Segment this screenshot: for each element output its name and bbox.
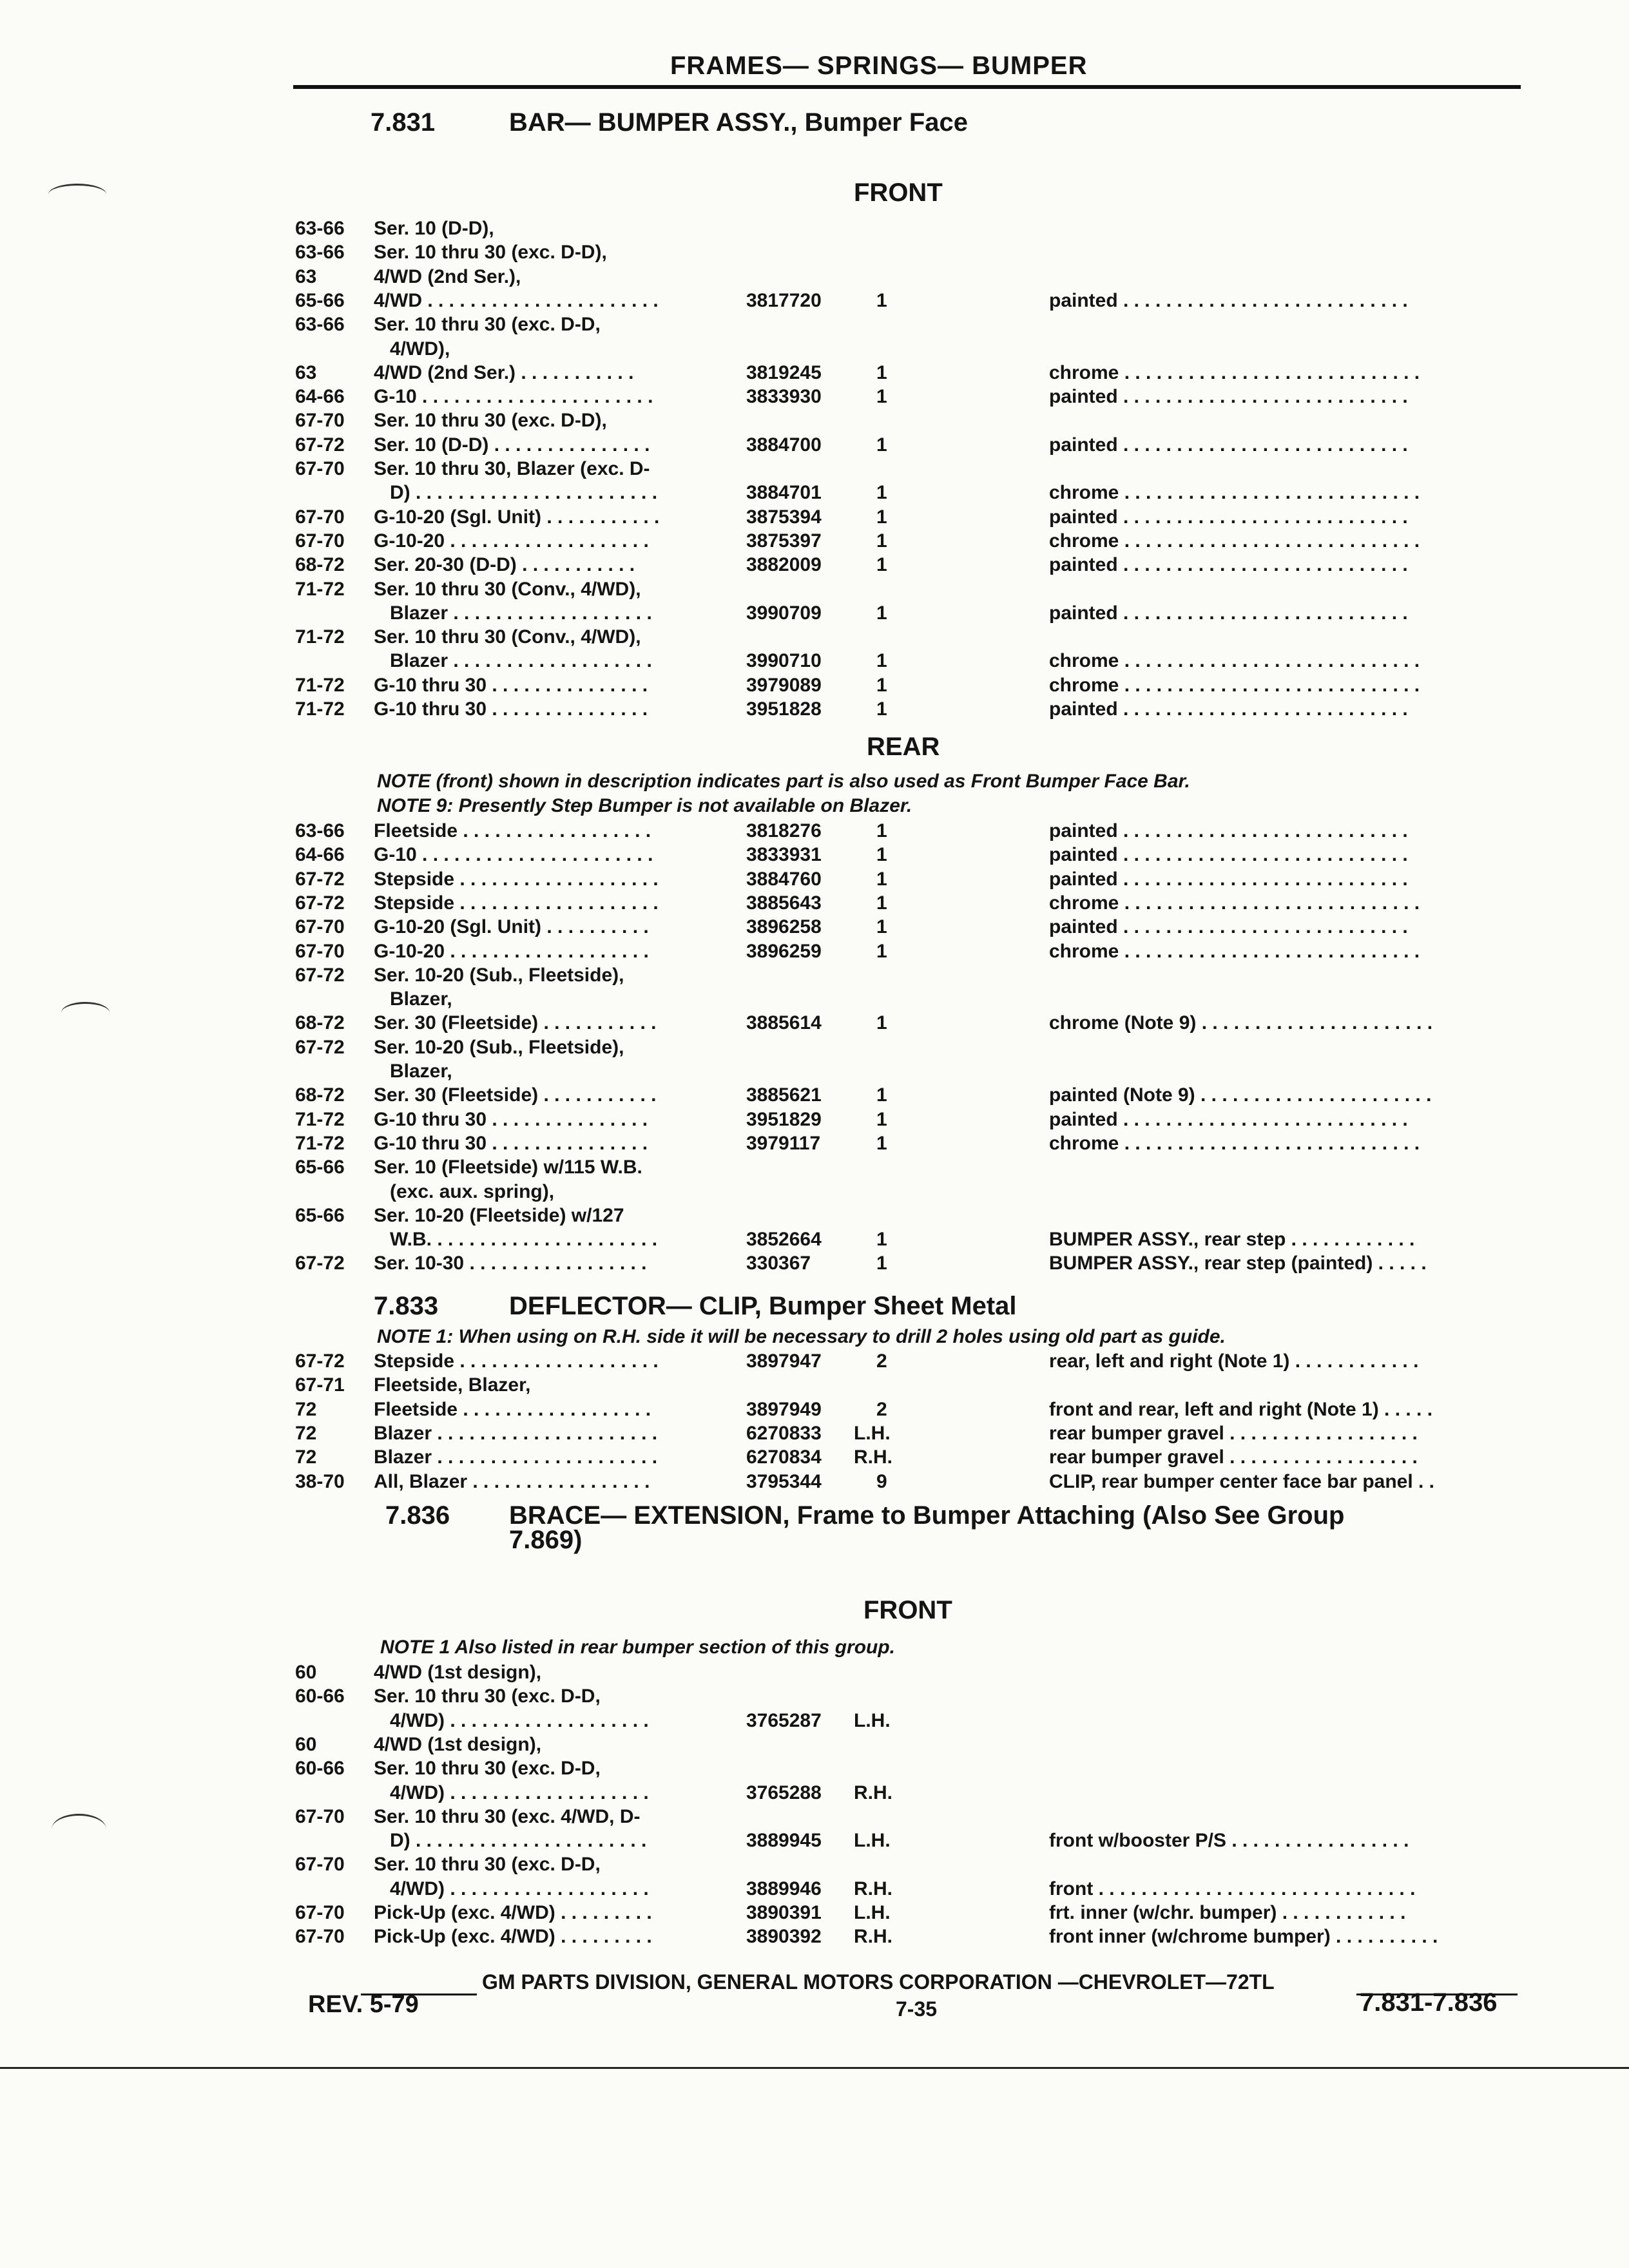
description: Ser. 10 thru 30 (Conv., 4/WD), (374, 626, 641, 648)
remarks: painted . . . . . . . . . . . . . . . . . . . . . . . . . . . (1049, 868, 1408, 890)
table-row (0, 1757, 1629, 1782)
description: Ser. 10 thru 30 (exc. 4/WD, D- (374, 1805, 641, 1827)
table-row (0, 434, 1629, 458)
table-row (0, 1374, 1629, 1398)
part-number: 3990710 (746, 650, 822, 672)
quantity: 1 (876, 650, 887, 672)
table-row (0, 409, 1629, 434)
table-row (0, 1853, 1629, 1878)
model-years: 64-66 (295, 844, 345, 866)
part-number: 3889945 (746, 1830, 822, 1852)
remarks: CLIP, rear bumper center face bar panel . . (1049, 1470, 1435, 1492)
model-years: 65-66 (295, 1157, 345, 1178)
part-number: 3885621 (746, 1084, 822, 1106)
description: Fleetside . . . . . . . . . . . . . . . . . . (374, 820, 651, 841)
model-years: 67-72 (295, 964, 345, 986)
part-number: 3979117 (746, 1132, 821, 1154)
quantity: L.H. (854, 1830, 891, 1852)
model-years: 67-72 (295, 1036, 345, 1058)
model-years: 63-66 (295, 242, 345, 264)
remarks: front and rear, left and right (Note 1) . . . . . (1049, 1398, 1433, 1420)
part-number: 3819245 (746, 361, 822, 383)
table-row (0, 530, 1629, 554)
model-years: 65-66 (295, 1204, 345, 1226)
section-number: 7.831 (371, 108, 436, 137)
table-row (0, 217, 1629, 242)
model-years: 67-72 (295, 892, 345, 914)
remarks: chrome . . . . . . . . . . . . . . . . . . . . . . . . . . . . (1049, 650, 1420, 672)
model-years: 67-70 (295, 1926, 345, 1948)
quantity: 1 (876, 698, 887, 720)
model-years: 64-66 (295, 386, 345, 408)
remarks: front . . . . . . . . . . . . . . . . . . . . . . . . . . . . . . (1049, 1878, 1416, 1899)
quantity: 1 (876, 844, 887, 866)
description: G-10-20 (Sgl. Unit) . . . . . . . . . . (374, 916, 649, 938)
remarks: front w/booster P/S . . . . . . . . . . . . . . . . . (1049, 1830, 1409, 1852)
description: G-10 thru 30 . . . . . . . . . . . . . . . (374, 1132, 648, 1154)
quantity: 1 (876, 434, 887, 456)
description: 4/WD) . . . . . . . . . . . . . . . . . . . (390, 1782, 649, 1803)
remarks: rear bumper gravel . . . . . . . . . . . . . . . . . . (1049, 1422, 1418, 1444)
model-years: 72 (295, 1398, 317, 1420)
description: Ser. 10-20 (Sub., Fleetside), (374, 964, 624, 986)
remarks: front inner (w/chrome bumper) . . . . . . . . . . (1049, 1926, 1438, 1948)
table-row (0, 313, 1629, 338)
remarks: rear bumper gravel . . . . . . . . . . . . . . . . . . (1049, 1446, 1418, 1468)
model-years: 71-72 (295, 1108, 345, 1130)
remarks: chrome . . . . . . . . . . . . . . . . . . . . . . . . . . . . (1049, 361, 1420, 383)
scan-mark (61, 1002, 110, 1023)
table-row (0, 1060, 1629, 1084)
part-number: 3833931 (746, 844, 822, 866)
table-row (0, 265, 1629, 290)
description: Ser. 30 (Fleetside) . . . . . . . . . . . (374, 1084, 657, 1106)
quantity: 1 (876, 868, 887, 890)
table-row (0, 1901, 1629, 1926)
description: 4/WD (1st design), (374, 1662, 542, 1683)
remarks: painted . . . . . . . . . . . . . . . . . . . . . . . . . . . (1049, 289, 1408, 311)
table-row (0, 820, 1629, 844)
part-number: 3817720 (746, 289, 822, 311)
model-years: 67-70 (295, 410, 345, 432)
table-row (0, 1228, 1629, 1253)
description: Ser. 10 (D-D), (374, 218, 494, 239)
model-years: 67-70 (295, 916, 345, 938)
part-number: 3890391 (746, 1902, 822, 1923)
table-row (0, 964, 1629, 988)
model-years: 67-70 (295, 458, 345, 479)
description: Ser. 10 (D-D) . . . . . . . . . . . . . . . (374, 434, 650, 456)
section-number: 7.833 (374, 1292, 439, 1320)
description: G-10 . . . . . . . . . . . . . . . . . . . . . . (374, 844, 653, 866)
part-number: 3875394 (746, 506, 822, 528)
model-years: 67-70 (295, 1805, 345, 1827)
quantity: 1 (876, 1229, 887, 1251)
part-number: 3890392 (746, 1926, 822, 1948)
remarks: painted . . . . . . . . . . . . . . . . . . . . . . . . . . . (1049, 386, 1408, 408)
description: Ser. 10 (Fleetside) w/115 W.B. (374, 1157, 642, 1178)
description: Ser. 10-20 (Sub., Fleetside), (374, 1036, 624, 1058)
quantity: 1 (876, 1108, 887, 1130)
description: Pick-Up (exc. 4/WD) . . . . . . . . . (374, 1902, 652, 1923)
description: 4/WD (1st design), (374, 1733, 542, 1755)
part-number: 3875397 (746, 530, 822, 552)
table-row (0, 1084, 1629, 1108)
model-years: 60-66 (295, 1758, 345, 1780)
remarks: painted . . . . . . . . . . . . . . . . . . . . . . . . . . . (1049, 844, 1408, 866)
quantity: 1 (876, 554, 887, 576)
part-number: 3897949 (746, 1398, 822, 1420)
table-row (0, 1398, 1629, 1423)
quantity: 1 (876, 482, 887, 504)
page-header: FRAMES— SPRINGS— BUMPER (670, 52, 1088, 80)
table-row (0, 1709, 1629, 1734)
remarks: painted (Note 9) . . . . . . . . . . . . . . . . . . . . . . (1049, 1084, 1432, 1106)
table-row (0, 1252, 1629, 1276)
description: Ser. 10 thru 30 (exc. D-D, (374, 1758, 601, 1780)
quantity: 1 (876, 1012, 887, 1034)
description: Ser. 10 thru 30, Blazer (exc. D- (374, 458, 650, 479)
quantity: L.H. (854, 1709, 891, 1731)
model-years: 67-72 (295, 434, 345, 456)
subhead-front-brace: FRONT (863, 1596, 952, 1624)
description: Ser. 10-20 (Fleetside) w/127 (374, 1204, 624, 1226)
section-title-7833 (0, 1292, 1629, 1324)
quantity: 1 (876, 940, 887, 962)
model-years: 63-66 (295, 820, 345, 841)
description: Blazer, (390, 988, 452, 1010)
table-row (0, 1012, 1629, 1036)
footer-page-number: 7-35 (896, 1997, 938, 2021)
section-name: BRACE— EXTENSION, Frame to Bumper Attaching (Also See Group (509, 1501, 1345, 1530)
part-number: 3884760 (746, 868, 822, 890)
model-years: 72 (295, 1422, 317, 1444)
note-1-deflector: NOTE 1: When using on R.H. side it will be necessary to drill 2 holes using old part as guide. (377, 1326, 1226, 1347)
model-years: 71-72 (295, 1132, 345, 1154)
table-row (0, 289, 1629, 314)
description: Ser. 10 thru 30 (exc. D-D), (374, 410, 607, 432)
model-years: 67-71 (295, 1374, 345, 1396)
section-title-7836 (0, 1501, 1629, 1533)
description: Stepside . . . . . . . . . . . . . . . . . . . (374, 1350, 659, 1372)
remarks: painted . . . . . . . . . . . . . . . . . . . . . . . . . . . (1049, 1108, 1408, 1130)
model-years: 63 (295, 361, 317, 383)
footer-revision: REV. 5-79 (308, 1991, 419, 2018)
description: Ser. 10 thru 30 (exc. D-D, (374, 1854, 601, 1876)
model-years: 68-72 (295, 554, 345, 576)
table-row (0, 506, 1629, 530)
part-number: 3979089 (746, 674, 822, 696)
remarks: BUMPER ASSY., rear step . . . . . . . . . . . . (1049, 1229, 1415, 1251)
table-row (0, 457, 1629, 482)
section-name: DEFLECTOR— CLIP, Bumper Sheet Metal (509, 1292, 1017, 1320)
table-row (0, 481, 1629, 506)
model-years: 60-66 (295, 1686, 345, 1707)
section-title-7831 (0, 108, 1629, 140)
table-row (0, 1204, 1629, 1229)
part-number: 3852664 (746, 1229, 822, 1251)
table-row (0, 1350, 1629, 1374)
model-years: 67-70 (295, 530, 345, 552)
quantity: R.H. (854, 1446, 892, 1468)
model-years: 67-72 (295, 868, 345, 890)
quantity: 2 (876, 1398, 887, 1420)
description: 4/WD) . . . . . . . . . . . . . . . . . . . (390, 1878, 649, 1899)
subhead-front: FRONT (854, 178, 943, 207)
header-rule (293, 85, 1521, 89)
model-years: 63 (295, 265, 317, 287)
quantity: 1 (876, 361, 887, 383)
note-1-brace: NOTE 1 Also listed in rear bumper section of this group. (380, 1637, 895, 1658)
remarks: frt. inner (w/chr. bumper) . . . . . . . . . . . . (1049, 1902, 1406, 1923)
description: Blazer . . . . . . . . . . . . . . . . . . . . . (374, 1422, 658, 1444)
part-number: 3884700 (746, 434, 822, 456)
description: W.B. . . . . . . . . . . . . . . . . . . . . . (390, 1229, 658, 1251)
table-row (0, 241, 1629, 265)
remarks: chrome . . . . . . . . . . . . . . . . . . . . . . . . . . . . (1049, 674, 1420, 696)
note-9: NOTE 9: Presently Step Bumper is not available on Blazer. (377, 795, 912, 816)
scan-mark (48, 184, 106, 205)
quantity: 1 (876, 386, 887, 408)
part-number: 3818276 (746, 820, 822, 841)
model-years: 60 (295, 1733, 317, 1755)
description: Ser. 10 thru 30 (exc. D-D), (374, 242, 607, 264)
quantity: 1 (876, 289, 887, 311)
table-row (0, 338, 1629, 362)
table-row (0, 1446, 1629, 1470)
quantity: 9 (876, 1470, 887, 1492)
remarks: rear, left and right (Note 1) . . . . . . . . . . . . (1049, 1350, 1419, 1372)
table-row (0, 1132, 1629, 1157)
model-years: 68-72 (295, 1012, 345, 1034)
remarks: chrome . . . . . . . . . . . . . . . . . . . . . . . . . . . . (1049, 940, 1420, 962)
table-row (0, 1180, 1629, 1205)
table-row (0, 698, 1629, 722)
table-row (0, 988, 1629, 1012)
description: Ser. 10 thru 30 (Conv., 4/WD), (374, 578, 641, 600)
model-years: 72 (295, 1446, 317, 1468)
model-years: 67-70 (295, 940, 345, 962)
section-number: 7.836 (385, 1501, 450, 1530)
remarks: painted . . . . . . . . . . . . . . . . . . . . . . . . . . . (1049, 434, 1408, 456)
footer-org: GM PARTS DIVISION, GENERAL MOTORS CORPORATION —CHEVROLET—72TL (482, 1970, 1275, 1994)
description: Blazer . . . . . . . . . . . . . . . . . . . . . (374, 1446, 658, 1468)
description: Ser. 10-30 . . . . . . . . . . . . . . . . . (374, 1253, 647, 1274)
part-number: 3896259 (746, 940, 822, 962)
subhead-rear: REAR (867, 733, 940, 761)
description: Pick-Up (exc. 4/WD) . . . . . . . . . (374, 1926, 652, 1948)
table-row (0, 1156, 1629, 1180)
model-years: 38-70 (295, 1470, 345, 1492)
part-number: 3765287 (746, 1709, 822, 1731)
description: 4/WD . . . . . . . . . . . . . . . . . . . . . . (374, 289, 659, 311)
description: Ser. 20-30 (D-D) . . . . . . . . . . . (374, 554, 635, 576)
quantity: 1 (876, 820, 887, 841)
description: (exc. aux. spring), (390, 1180, 555, 1202)
section-title-continued: 7.869) (509, 1526, 583, 1554)
table-row (0, 674, 1629, 698)
quantity: R.H. (854, 1926, 892, 1948)
table-row (0, 649, 1629, 674)
remarks: BUMPER ASSY., rear step (painted) . . . . . (1049, 1253, 1427, 1274)
scan-mark (52, 1814, 106, 1845)
description: Stepside . . . . . . . . . . . . . . . . . . . (374, 868, 659, 890)
part-number: 3795344 (746, 1470, 822, 1492)
description: D) . . . . . . . . . . . . . . . . . . . . . . (390, 1830, 647, 1852)
part-number: 3951828 (746, 698, 822, 720)
description: D) . . . . . . . . . . . . . . . . . . . . . . . (390, 482, 658, 504)
model-years: 71-72 (295, 674, 345, 696)
table-row (0, 1733, 1629, 1758)
description: 4/WD (2nd Ser.), (374, 265, 521, 287)
quantity: 1 (876, 1084, 887, 1106)
table-row (0, 843, 1629, 868)
part-number: 3951829 (746, 1108, 822, 1130)
table-row (0, 892, 1629, 916)
model-years: 68-72 (295, 1084, 345, 1106)
description: 4/WD), (390, 338, 450, 360)
table-row (0, 1470, 1629, 1495)
quantity: L.H. (854, 1902, 891, 1923)
description: 4/WD) . . . . . . . . . . . . . . . . . . . (390, 1709, 649, 1731)
part-number: 3885643 (746, 892, 822, 914)
part-number: 3897947 (746, 1350, 822, 1372)
description: All, Blazer . . . . . . . . . . . . . . . . . (374, 1470, 650, 1492)
table-row (0, 1661, 1629, 1686)
quantity: 1 (876, 602, 887, 624)
remarks: painted . . . . . . . . . . . . . . . . . . . . . . . . . . . (1049, 506, 1408, 528)
model-years: 71-72 (295, 698, 345, 720)
table-row (0, 1108, 1629, 1133)
model-years: 67-70 (295, 1854, 345, 1876)
part-number: 3889946 (746, 1878, 822, 1899)
description: Ser. 10 thru 30 (exc. D-D, (374, 314, 601, 336)
part-number: 6270833 (746, 1422, 822, 1444)
description: G-10-20 . . . . . . . . . . . . . . . . . . . (374, 530, 649, 552)
quantity: 1 (876, 1132, 887, 1154)
remarks: chrome . . . . . . . . . . . . . . . . . . . . . . . . . . . . (1049, 1132, 1420, 1154)
remarks: painted . . . . . . . . . . . . . . . . . . . . . . . . . . . (1049, 916, 1408, 938)
table-row (0, 578, 1629, 602)
table-row (0, 868, 1629, 892)
description: G-10 thru 30 . . . . . . . . . . . . . . . (374, 1108, 648, 1130)
description: G-10 . . . . . . . . . . . . . . . . . . . . . . (374, 386, 653, 408)
table-row (0, 916, 1629, 940)
quantity: 1 (876, 530, 887, 552)
quantity: R.H. (854, 1878, 892, 1899)
part-number: 3765288 (746, 1782, 822, 1803)
remarks: chrome . . . . . . . . . . . . . . . . . . . . . . . . . . . . (1049, 482, 1420, 504)
description: G-10-20 (Sgl. Unit) . . . . . . . . . . . (374, 506, 660, 528)
footer-section-range: 7.831-7.836 (1360, 1988, 1498, 2017)
table-row (0, 361, 1629, 386)
description: Blazer . . . . . . . . . . . . . . . . . . . (390, 602, 652, 624)
quantity: L.H. (854, 1422, 891, 1444)
quantity: 2 (876, 1350, 887, 1372)
model-years: 71-72 (295, 578, 345, 600)
table-row (0, 553, 1629, 578)
table-row (0, 940, 1629, 965)
table-row (0, 385, 1629, 410)
description: G-10-20 . . . . . . . . . . . . . . . . . . . (374, 940, 649, 962)
remarks: chrome . . . . . . . . . . . . . . . . . . . . . . . . . . . . (1049, 530, 1420, 552)
part-number: 6270834 (746, 1446, 822, 1468)
quantity: 1 (876, 916, 887, 938)
remarks: painted . . . . . . . . . . . . . . . . . . . . . . . . . . . (1049, 554, 1408, 576)
description: Ser. 30 (Fleetside) . . . . . . . . . . . (374, 1012, 657, 1034)
description: Blazer, (390, 1061, 452, 1082)
part-number: 3990709 (746, 602, 822, 624)
quantity: R.H. (854, 1782, 892, 1803)
quantity: 1 (876, 892, 887, 914)
model-years: 71-72 (295, 626, 345, 648)
table-row (0, 1829, 1629, 1854)
quantity: 1 (876, 1253, 887, 1274)
quantity: 1 (876, 506, 887, 528)
table-row (0, 602, 1629, 626)
remarks: painted . . . . . . . . . . . . . . . . . . . . . . . . . . . (1049, 602, 1408, 624)
model-years: 65-66 (295, 289, 345, 311)
part-number: 3885614 (746, 1012, 822, 1034)
model-years: 67-72 (295, 1350, 345, 1372)
description: Ser. 10 thru 30 (exc. D-D, (374, 1686, 601, 1707)
part-number: 3833930 (746, 386, 822, 408)
table-row (0, 1925, 1629, 1950)
part-number: 3882009 (746, 554, 822, 576)
model-years: 67-70 (295, 506, 345, 528)
table-row (0, 1685, 1629, 1709)
table-row (0, 626, 1629, 650)
description: G-10 thru 30 . . . . . . . . . . . . . . . (374, 674, 648, 696)
part-number: 3884701 (746, 482, 822, 504)
table-row (0, 1782, 1629, 1806)
table-row (0, 1422, 1629, 1446)
table-row (0, 1878, 1629, 1902)
description: Fleetside . . . . . . . . . . . . . . . . . . (374, 1398, 651, 1420)
table-row (0, 1036, 1629, 1061)
remarks: chrome . . . . . . . . . . . . . . . . . . . . . . . . . . . . (1049, 892, 1420, 914)
page-bottom-rule (0, 2067, 1629, 2069)
model-years: 67-70 (295, 1902, 345, 1923)
note-front: NOTE (front) shown in description indicates part is also used as Front Bumper Face Bar. (377, 771, 1190, 792)
model-years: 67-72 (295, 1253, 345, 1274)
model-years: 63-66 (295, 314, 345, 336)
description: Stepside . . . . . . . . . . . . . . . . . . . (374, 892, 659, 914)
quantity: 1 (876, 674, 887, 696)
description: Fleetside, Blazer, (374, 1374, 531, 1396)
model-years: 60 (295, 1662, 317, 1683)
model-years: 63-66 (295, 218, 345, 239)
table-row (0, 1805, 1629, 1830)
section-name: BAR— BUMPER ASSY., Bumper Face (509, 108, 968, 137)
description: Blazer . . . . . . . . . . . . . . . . . . . (390, 650, 652, 672)
description: 4/WD (2nd Ser.) . . . . . . . . . . . (374, 361, 634, 383)
part-number: 3896258 (746, 916, 822, 938)
remarks: painted . . . . . . . . . . . . . . . . . . . . . . . . . . . (1049, 820, 1408, 841)
description: G-10 thru 30 . . . . . . . . . . . . . . . (374, 698, 648, 720)
part-number: 330367 (746, 1253, 811, 1274)
remarks: chrome (Note 9) . . . . . . . . . . . . . . . . . . . . . . (1049, 1012, 1433, 1034)
remarks: painted . . . . . . . . . . . . . . . . . . . . . . . . . . . (1049, 698, 1408, 720)
